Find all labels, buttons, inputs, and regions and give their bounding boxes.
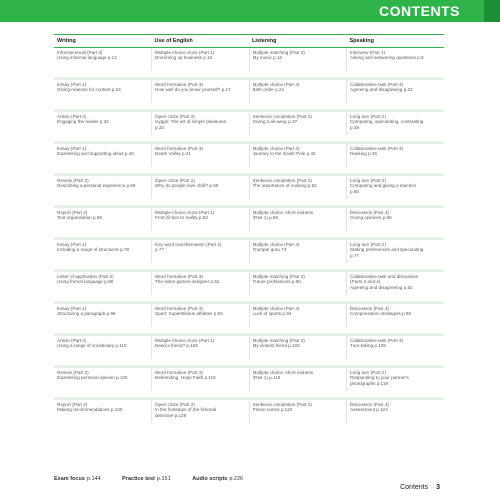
use-of-english-cell — [152, 208, 250, 231]
use-of-english-cell — [152, 336, 250, 359]
cell-line: Multiple-choice cloze (Part 1) — [155, 50, 215, 55]
listening-cell — [249, 304, 347, 327]
writing-cell — [54, 368, 152, 391]
column-header-listening: Listening — [249, 35, 347, 48]
cell-line: p.29 — [350, 124, 359, 130]
cell-line: Multiple-choice cloze (Part 1) — [155, 210, 215, 215]
table-row — [54, 48, 444, 72]
cell-line: Review (Part 2) — [57, 370, 89, 375]
column-header-speaking: Speaking — [347, 35, 445, 48]
cell-line: Multiple-choice cloze (Part 1) — [155, 338, 215, 343]
cell-line: Letter of application (Part 2) — [57, 274, 114, 279]
cell-line: Using informal language p.12 — [57, 55, 117, 61]
speaking-cell — [347, 336, 445, 359]
cell-line: The video games designer p.81 — [155, 279, 220, 285]
cell-line: Long turn (Part 2) — [350, 242, 387, 247]
cell-line: Collaborative task (Part 3) — [350, 82, 404, 87]
cell-line: Discussion (Part 4) — [350, 402, 389, 407]
cell-line: Long turn (Part 2) — [350, 114, 387, 119]
listening-cell — [249, 272, 347, 295]
speaking-cell — [347, 304, 445, 327]
speaking-cell — [347, 240, 445, 263]
banner-tab — [484, 0, 500, 22]
cell-line: Essay (Part 1) — [57, 242, 87, 247]
contents-table — [54, 34, 444, 423]
cell-line: Responding to your partner's — [350, 375, 409, 381]
speaking-cell — [347, 144, 445, 167]
cell-line: Asking and answering questions p.8 — [350, 55, 424, 61]
cell-line: Open cloze (Part 2) — [155, 114, 195, 119]
cell-line: Multiple choice (Part 4) — [252, 82, 300, 87]
contents-banner — [0, 0, 500, 24]
cell-line: Sentence completion (Part 2) — [252, 402, 312, 407]
cell-line: Sentence completion (Part 2) — [252, 178, 312, 183]
cell-line: In the footsteps of the fictional — [155, 407, 217, 413]
cell-line: Giving it all away p.27 — [252, 119, 298, 125]
cell-line: Befriending: Hope Faith p.115 — [155, 375, 216, 381]
cell-line: How well do you know yourself? p.17 — [155, 87, 231, 93]
cell-line: Review (Part 2) — [57, 178, 89, 183]
cell-line: Stating preferences and speculating — [350, 247, 424, 253]
table-header-row — [54, 35, 444, 48]
table-row — [54, 272, 444, 295]
speaking-cell — [347, 48, 445, 72]
speaking-cell — [347, 208, 445, 231]
cell-line: Drumming up business p.10 — [155, 55, 213, 61]
writing-cell — [54, 48, 152, 72]
cell-line: Death Valley p.41 — [155, 151, 191, 157]
cell-line: Word formation (Part 3) — [155, 146, 203, 151]
cell-line: photographs p.119 — [350, 380, 388, 386]
cell-line: Word formation (Part 3) — [155, 274, 203, 279]
contents-table-body — [54, 48, 444, 424]
cell-line: (Part 1) p.66 — [252, 215, 279, 221]
footer-exam-focus: Exam focus p.144 — [54, 476, 101, 482]
footer-practice-test: Practice test p.151 — [122, 476, 171, 482]
cell-line: Word formation (Part 3) — [155, 370, 203, 375]
cell-line: Ranking p.45 — [350, 151, 378, 157]
cell-line: Open cloze (Part 2) — [155, 402, 195, 407]
table-row — [54, 240, 444, 263]
cell-line: From fiction to reality p.63 — [155, 215, 208, 221]
cell-line: Multiple choice (Part 4) — [252, 242, 300, 247]
page-number — [400, 484, 440, 491]
cell-line: Discussion (Part 4) — [350, 210, 389, 215]
cell-line: p.77 — [350, 252, 359, 258]
cell-line: p.33 — [155, 124, 164, 130]
footer — [54, 476, 444, 482]
listening-cell — [249, 112, 347, 135]
contents-page — [54, 34, 444, 423]
cell-line: Essay (Part 1) — [57, 146, 87, 151]
cell-line: Prison rooms p.122 — [252, 407, 293, 413]
writing-cell — [54, 144, 152, 167]
writing-cell — [54, 176, 152, 199]
cell-line: Why do people love chilli? p.50 — [155, 183, 219, 189]
use-of-english-cell — [152, 112, 250, 135]
cell-line: Birth order p.21 — [252, 87, 285, 93]
cell-line: Essay (Part 1) — [57, 306, 87, 311]
use-of-english-cell — [152, 240, 250, 263]
cell-line: Agreeing and disagreeing p.82 — [350, 284, 413, 290]
writing-cell — [54, 80, 152, 103]
column-header-use-of-english: Use of English — [152, 35, 250, 48]
cell-line: Giving reasons for content p.24 — [57, 87, 121, 93]
page-number-value: 3 — [436, 484, 440, 491]
cell-line: Collaborative task (Part 3) — [350, 146, 404, 151]
speaking-cell — [347, 272, 445, 295]
cell-line: Report (Part 2) — [57, 210, 88, 215]
cell-line: Interview (Part 1) — [350, 50, 385, 55]
cell-line: detective p.128 — [155, 412, 187, 418]
cell-line: Expressing personal opinion p.120 — [57, 375, 128, 381]
cell-line: Multiple matching (Part 3) — [252, 50, 305, 55]
cell-line: Assessment p.124 — [350, 407, 388, 413]
writing-cell — [54, 336, 152, 359]
cell-line: Collaborative task and discussion — [350, 274, 419, 279]
listening-cell — [249, 80, 347, 103]
speaking-cell — [347, 176, 445, 199]
cell-line: Informal email (Part 2) — [57, 50, 103, 55]
cell-line: Word formation (Part 3) — [155, 306, 203, 311]
cell-line: Journey to the South Pole p.42 — [252, 151, 316, 157]
cell-line: Report (Part 2) — [57, 402, 88, 407]
cell-line: Article (Part 2) — [57, 114, 87, 119]
cell-line: Discussion (Part 4) — [350, 306, 389, 311]
cell-line: Multiple choice (Part 4) — [252, 146, 300, 151]
table-row — [54, 176, 444, 199]
listening-cell — [249, 208, 347, 231]
use-of-english-cell — [152, 144, 250, 167]
cell-line: Using formal language p.88 — [57, 279, 114, 285]
cell-line: Structuring a paragraph p.98 — [57, 311, 116, 317]
writing-cell — [54, 304, 152, 327]
cell-line: The importance of cooking p.52 — [252, 183, 317, 189]
cell-line: Describing a personal experience p.58 — [57, 183, 136, 189]
cell-line: Future professions p.80 — [252, 279, 301, 285]
listening-cell — [249, 144, 347, 167]
cell-line: Engaging the reader p.34 — [57, 119, 109, 125]
cell-line: Collaborative task (Part 3) — [350, 338, 404, 343]
cell-line: Comparing, speculating, contrasting — [350, 119, 424, 125]
cell-line: Key word transformation (Part 4) — [155, 242, 222, 247]
cell-line: Multiple choice: short extracts — [252, 210, 314, 215]
table-row — [54, 368, 444, 391]
cell-line: p.55 — [350, 188, 359, 194]
writing-cell — [54, 240, 152, 263]
cell-line: Essay (Part 1) — [57, 82, 87, 87]
cell-line: Luck of sports p.94 — [252, 311, 292, 317]
listening-cell — [249, 176, 347, 199]
cell-line: Expressing and supporting ideas p.46 — [57, 151, 134, 157]
cell-line: Trumpet guru 74 — [252, 247, 287, 253]
cell-line: Hygge: The art of simple pleasures — [155, 119, 227, 125]
speaking-cell — [347, 400, 445, 423]
listening-cell — [249, 400, 347, 423]
cell-line: Making recommendations p.130 — [57, 407, 123, 413]
cell-line: Multiple matching (Part 3) — [252, 274, 305, 279]
cell-line: p.77 — [155, 247, 164, 253]
writing-cell — [54, 112, 152, 135]
cell-line: My music p.12 — [252, 55, 283, 61]
cell-line: (Parts 3 and 4) — [350, 279, 381, 285]
cell-line: Multiple choice (Part 4) — [252, 306, 300, 311]
cell-line: Long turn (Part 2) — [350, 178, 387, 183]
cell-line: Sentence completion (Part 2) — [252, 114, 312, 119]
cell-line: Need a friend? p.105 — [155, 343, 198, 349]
column-header-writing: Writing — [54, 35, 152, 48]
cell-line: Turn-taking p.109 — [350, 343, 386, 349]
table-row — [54, 80, 444, 103]
listening-cell — [249, 48, 347, 72]
cell-line: Comparing and giving a reaction — [350, 183, 417, 189]
cell-line: Giving opinions p.58 — [350, 215, 392, 221]
speaking-cell — [347, 112, 445, 135]
table-row — [54, 336, 444, 359]
cell-line: Long turn (Part 2) — [350, 370, 387, 375]
footer-audio-scripts: Audio scripts p.226 — [192, 476, 244, 482]
cell-line: Using a range of vocabulary p.110 — [57, 343, 127, 349]
table-row — [54, 112, 444, 135]
cell-line: Multiple matching (Part 3) — [252, 338, 305, 343]
listening-cell — [249, 240, 347, 263]
cell-line: Multiple choice: short extracts — [252, 370, 314, 375]
cell-line: Agreeing and disagreeing p.23 — [350, 87, 413, 93]
cell-line: Sport: Superstitious athletes p.93 — [155, 311, 223, 317]
listening-cell — [249, 336, 347, 359]
banner-title: CONTENTS — [379, 3, 460, 19]
use-of-english-cell — [152, 272, 250, 295]
table-row — [54, 400, 444, 423]
table-row — [54, 304, 444, 327]
cell-line: Open cloze (Part 2) — [155, 178, 195, 183]
cell-line: Word formation (Part 3) — [155, 82, 203, 87]
table-row — [54, 208, 444, 231]
table-row — [54, 144, 444, 167]
cell-line: Text organisation p.68 — [57, 215, 102, 221]
use-of-english-cell — [152, 368, 250, 391]
speaking-cell — [347, 80, 445, 103]
cell-line: (Part 1) p.116 — [252, 375, 281, 381]
page-number-label: Contents — [400, 484, 429, 491]
cell-line: Article (Part 2) — [57, 338, 87, 343]
use-of-english-cell — [152, 80, 250, 103]
use-of-english-cell — [152, 400, 250, 423]
writing-cell — [54, 208, 152, 231]
cell-line: Compensation strategies p.96 — [350, 311, 412, 317]
use-of-english-cell — [152, 176, 250, 199]
writing-cell — [54, 272, 152, 295]
use-of-english-cell — [152, 48, 250, 72]
speaking-cell — [347, 368, 445, 391]
writing-cell — [54, 400, 152, 423]
listening-cell — [249, 368, 347, 391]
use-of-english-cell — [152, 304, 250, 327]
cell-line: My closest friend p.103 — [252, 343, 300, 349]
cell-line: Including a range of structures p.78 — [57, 247, 130, 253]
